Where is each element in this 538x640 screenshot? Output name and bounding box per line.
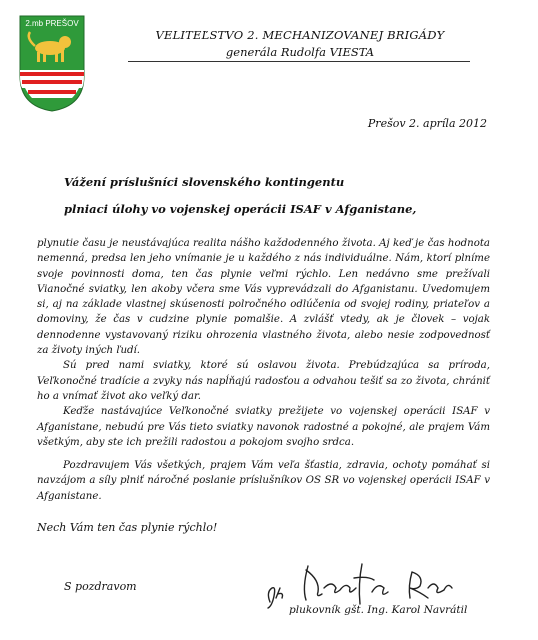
letter-body [37,236,490,504]
header-rule [128,61,470,62]
signatory-name: plukovník gšt. Ing. Karol Navrátil [289,604,468,616]
emblem-label: 2.mb PREŠOV [25,19,79,28]
header-title: VELITEĽSTVO 2. MECHANIZOVANEJ BRIGÁDY [155,28,445,42]
regards-line: S pozdravom [64,580,137,593]
closing-line: Nech Vám ten čas plynie rýchlo! [37,521,218,534]
body-paragraph-4: Pozdravujem Vás všetkých, prajem Vám veľa šťastia, zdravia, ochoty pomáhať si navzájom a síly plniť náročné poslanie príslušníkov OS SR vo vojenskej operácii ISAF v Afganistane. [37,460,490,502]
salutation-line-1: Vážení príslušníci slovenského kontingentu [64,175,345,189]
body-paragraph-3: Keďže nastávajúce Veľkonočné sviatky prežijete vo vojenskej operácii ISAF v Afganistane, nebudú pre Vás tieto sviatky navonok radostné a pokojné, ale prajem Vám všetkým, aby ste ich prežili radostou a pokojom svojho srdca. [37,406,490,448]
brigade-emblem [18,14,86,112]
letter-date: Prešov 2. apríla 2012 [367,117,487,130]
salutation-line-2: plniaci úlohy vo vojenskej operácii ISAF v Afganistane, [64,202,417,216]
body-paragraph-2: Sú pred nami sviatky, ktoré sú oslavou života. Prebúdzajúca sa príroda, Veľkonočné tradície a zvyky nás napĺňajú radosťou a odvahou tešiť sa zo života, chrániť ho a vnímať život ako veľký dar. [37,360,490,402]
emblem-stripes [20,70,84,98]
header-subtitle: generála Rudolfa VIESTA [225,45,375,59]
body-paragraph-1: plynutie času je neustávajúca realita nášho každodenného života. Aj keď je čas hodnota nemenná, predsa len jeho vnímanie je u každého z nás individuálne. Nám, ktorí plníme svoje povinnosti doma, ten čas plynie veľmi rýchlo. Len nedávno sme prežívali Vianočné sviatky, len akoby včera sme Vás vyprevádzali do Afganistanu. Uvedomujem si, aj na základe vlastnej skúsenosti polročného odlúčenia od svojej rodiny, priateľov a domoviny, že čas v cudzine plynie pomalšie. A zvlášť vtedy, ak je človek – vojak dennodenne vystavovaný riziku ohrozenia vlastného života, alebo nesie zodpovednosť za životy iných ľudí. [37,238,490,357]
